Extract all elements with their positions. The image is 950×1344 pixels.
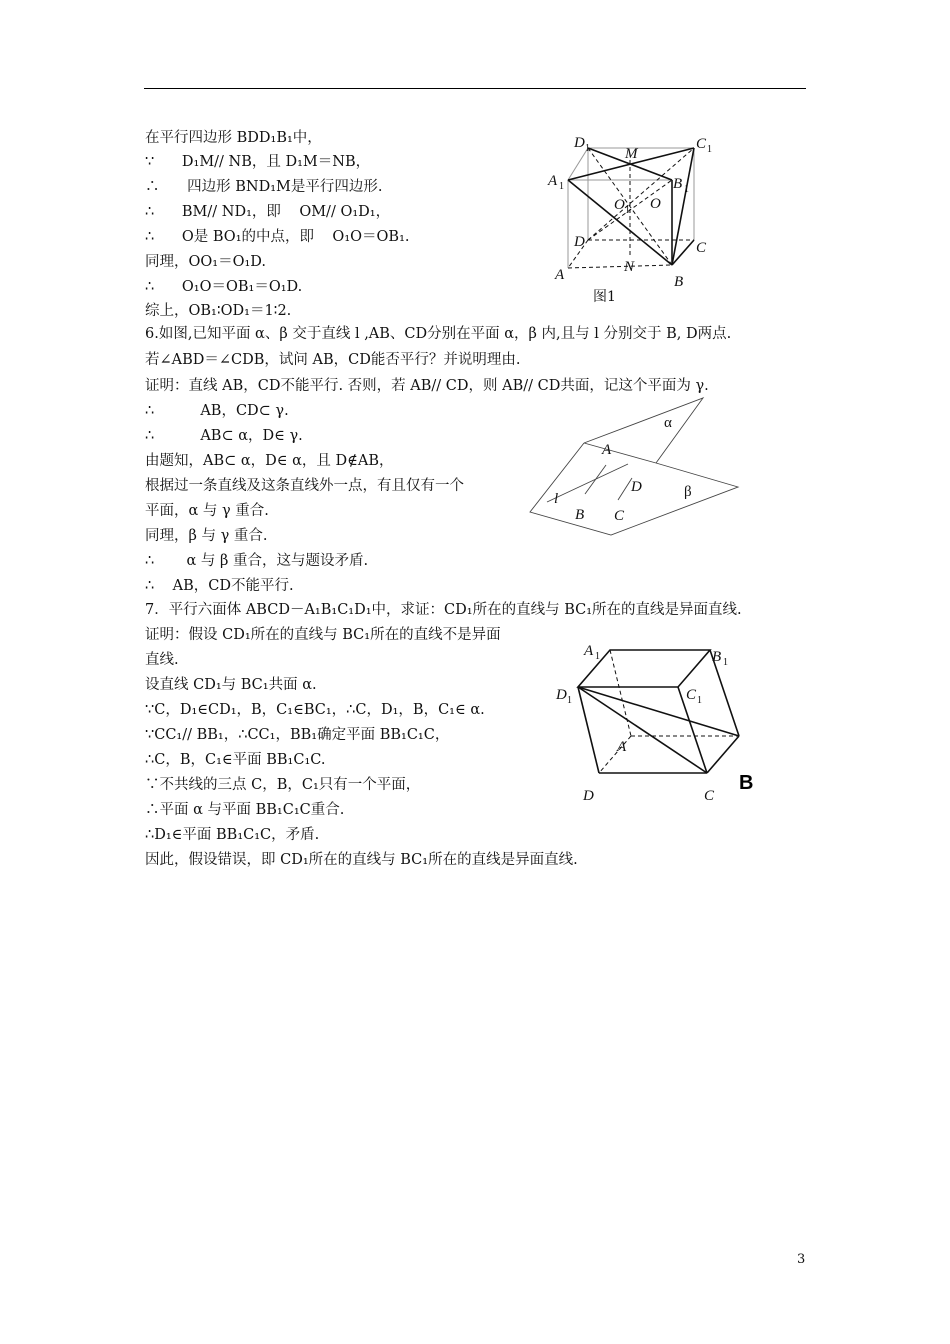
text-line: 证明：直线 AB，CD不能平行. 否则，若 AB// CD，则 AB// CD共面，记这个平面为 γ. bbox=[145, 378, 709, 394]
label-D: D bbox=[583, 788, 594, 804]
text-line: 6.如图,已知平面 α、β 交于直线 l ,AB、CD分别在平面 α，β 内,且与 l 分别交于 B, D两点. bbox=[145, 326, 732, 342]
label-N: N bbox=[624, 259, 635, 275]
text-line: ∴ O是 BO₁的中点，即 O₁O＝OB₁. bbox=[145, 229, 410, 245]
label-alpha: α bbox=[664, 415, 672, 431]
figure-caption: 图1 bbox=[593, 289, 616, 305]
label-sub: 1 bbox=[585, 143, 590, 154]
text-line: 若∠ABD＝∠CDB，试问 AB，CD能否平行？并说明理由. bbox=[145, 352, 521, 368]
text-line: ∵CC₁// BB₁，∴CC₁，BB₁确定平面 BB₁C₁C， bbox=[145, 727, 450, 743]
label-M: M bbox=[625, 146, 638, 162]
text-line: 因此，假设错误，即 CD₁所在的直线与 BC₁所在的直线是异面直线. bbox=[145, 852, 578, 868]
text-line: 综上，OB₁∶OD₁＝1∶2. bbox=[145, 303, 292, 319]
text-line: ∵C，D₁∈CD₁，B，C₁∈BC₁，∴C，D₁，B，C₁∈ α. bbox=[145, 702, 485, 718]
label-C: C bbox=[614, 508, 625, 524]
text-line: 证明：假设 CD₁所在的直线与 BC₁所在的直线不是异面 bbox=[145, 627, 501, 643]
text-line: ∴ AB⊂ α，D∈ γ. bbox=[145, 428, 303, 444]
label-B: B bbox=[674, 274, 684, 290]
label-D1: D bbox=[574, 135, 585, 151]
label-sub: 1 bbox=[707, 144, 712, 155]
label-D: D bbox=[631, 479, 642, 495]
label-C: C bbox=[704, 788, 715, 804]
text-line: 同理，OO₁＝O₁D. bbox=[145, 254, 267, 270]
text-line: 平面，α 与 γ 重合. bbox=[145, 503, 269, 519]
label-A: A bbox=[555, 267, 565, 283]
label-O1: O bbox=[614, 197, 625, 213]
label-B1: B bbox=[673, 176, 683, 192]
text-line: ∴D₁∈平面 BB₁C₁C，矛盾. bbox=[145, 827, 320, 843]
text-line: ∵ D₁M// NB，且 D₁M＝NB， bbox=[145, 154, 371, 170]
label-C1: C bbox=[686, 687, 697, 703]
label-B1: B bbox=[712, 649, 722, 665]
label-A1: A bbox=[548, 173, 558, 189]
label-sub: 1 bbox=[697, 695, 702, 706]
text-line: 同理，β 与 γ 重合. bbox=[145, 528, 268, 544]
text-line: ∴ O₁O＝OB₁＝O₁D. bbox=[145, 279, 303, 295]
label-sub: 1 bbox=[625, 205, 630, 216]
label-D: D bbox=[574, 234, 585, 250]
text-line: 根据过一条直线及这条直线外一点，有且仅有一个 bbox=[145, 478, 464, 494]
label-sub: 1 bbox=[684, 184, 689, 195]
text-line: 由题知，AB⊂ α，D∈ α，且 D∉AB， bbox=[145, 453, 394, 469]
text-line: ∴ 四边形 BND₁M是平行四边形. bbox=[145, 179, 383, 195]
label-O: O bbox=[650, 196, 661, 212]
text-line: 设直线 CD₁与 BC₁共面 α. bbox=[145, 677, 317, 693]
text-line: ∴ α 与 β 重合，这与题设矛盾. bbox=[145, 553, 369, 569]
text-line: ∴ AB，CD⊂ γ. bbox=[145, 403, 289, 419]
label-B: B bbox=[575, 507, 585, 523]
text-line: ∴ BM// ND₁，即 OM// O₁D₁， bbox=[145, 204, 391, 220]
label-A: A bbox=[602, 442, 612, 458]
label-sub: 1 bbox=[567, 695, 572, 706]
label-sub: 1 bbox=[595, 651, 600, 662]
text-line: 直线. bbox=[145, 652, 179, 668]
text-line: 7．平行六面体 ABCD－A₁B₁C₁D₁中，求证：CD₁所在的直线与 BC₁所在的直线是异面直线. bbox=[145, 602, 742, 618]
text-line: ∴ AB，CD不能平行. bbox=[145, 578, 294, 594]
label-C: C bbox=[696, 240, 707, 256]
label-sub: 1 bbox=[723, 657, 728, 668]
text-line: 在平行四边形 BDD₁B₁中， bbox=[145, 130, 322, 146]
text-line: ∴C，B，C₁∈平面 BB₁C₁C. bbox=[145, 752, 326, 768]
label-A1: A bbox=[584, 643, 594, 659]
text-line: ∵不共线的三点 C，B，C₁只有一个平面， bbox=[145, 777, 421, 793]
page-number: 3 bbox=[797, 1252, 806, 1267]
label-D1: D bbox=[556, 687, 567, 703]
label-C1: C bbox=[696, 136, 707, 152]
text-line: ∴平面 α 与平面 BB₁C₁C重合. bbox=[145, 802, 345, 818]
label-sub: 1 bbox=[559, 181, 564, 192]
big-letter-B: B bbox=[739, 772, 754, 794]
label-beta: β bbox=[684, 484, 692, 500]
label-l: l bbox=[554, 491, 559, 507]
label-A: A bbox=[617, 739, 627, 755]
